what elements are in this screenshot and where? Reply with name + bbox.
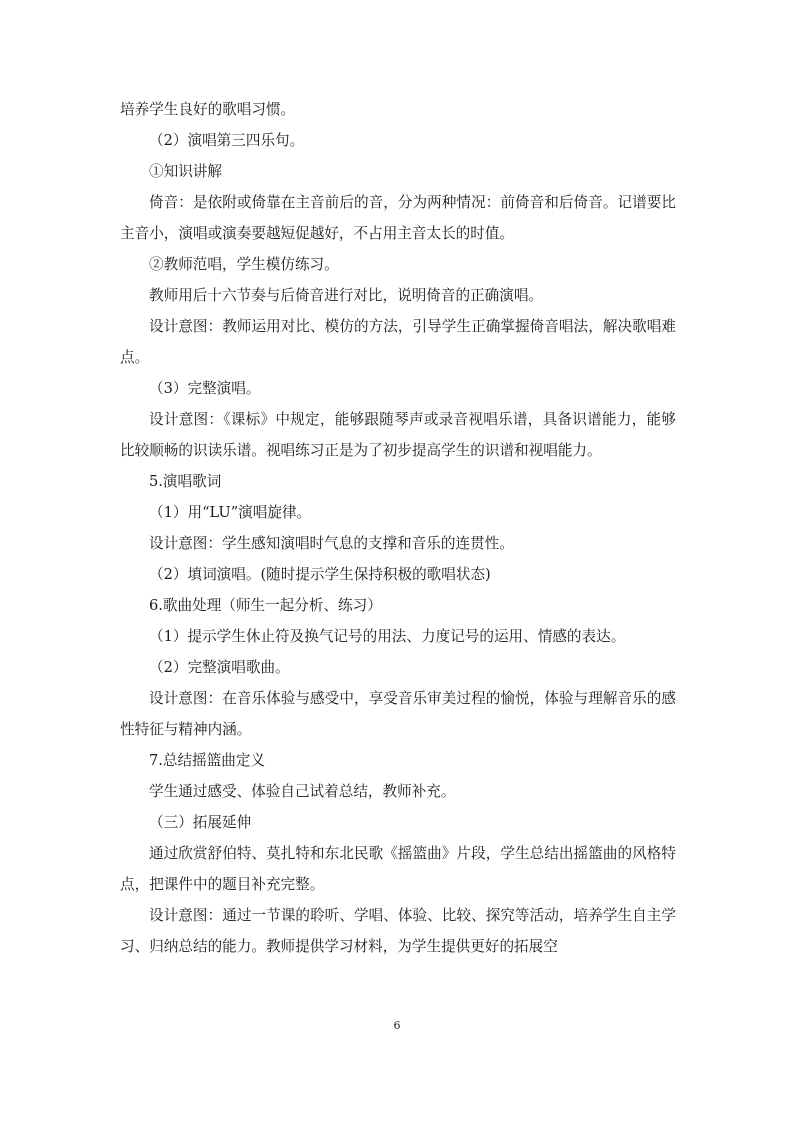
paragraph: （3）完整演唱。 [149, 380, 261, 397]
paragraph: 设计意图：《课标》中规定，能够跟随琴声或录音视唱乐谱，具备识谱能力，能够比较顺畅的识读乐谱。视唱练习正是为了初步提高学生的识谱和视唱能力。 [120, 411, 676, 459]
paragraph: （1）用“LU”演唱旋律。 [149, 504, 312, 521]
paragraph: 设计意图：通过一节课的聆听、学唱、体验、比较、探究等活动，培养学生自主学习、归纳总结的能力。教师提供学习材料，为学生提供更好的拓展空 [120, 907, 676, 955]
paragraph: （1）提示学生休止符及换气记号的用法、力度记号的运用、情感的表达。 [149, 628, 626, 645]
section-heading: 7.总结摇篮曲定义 [149, 752, 266, 769]
paragraph: （2）填词演唱。(随时提示学生保持积极的歌唱状态) [149, 566, 491, 583]
paragraph: （2）演唱第三四乐句。 [149, 132, 305, 149]
paragraph: 学生通过感受、体验自己试着总结，教师补充。 [149, 783, 456, 800]
paragraph: 设计意图：在音乐体验与感受中，享受音乐审美过程的愉悦，体验与理解音乐的感性特征与精神内涵。 [120, 690, 676, 738]
section-heading: 6.歌曲处理（师生一起分析、练习） [149, 597, 382, 614]
paragraph: 倚音：是依附或倚靠在主音前后的音，分为两种情况：前倚音和后倚音。记谱要比主音小，演唱或演奏要越短促越好，不占用主音太长的时值。 [120, 194, 676, 242]
paragraph: 设计意图：教师运用对比、模仿的方法，引导学生正确掌握倚音唱法，解决歌唱难点。 [120, 318, 676, 366]
paragraph: ②教师范唱，学生模仿练习。 [149, 256, 339, 273]
page-number: 6 [393, 1019, 401, 1032]
section-heading: 5.演唱歌词 [149, 473, 222, 490]
paragraph: 培养学生良好的歌唱习惯。 [120, 101, 296, 118]
paragraph: ①知识讲解 [149, 163, 222, 180]
paragraph: 通过欣赏舒伯特、莫扎特和东北民歌《摇篮曲》片段，学生总结出摇篮曲的风格特点，把课件中的题目补充完整。 [120, 845, 676, 893]
paragraph: （2）完整演唱歌曲。 [149, 659, 290, 676]
section-heading: （三）拓展延伸 [149, 814, 252, 831]
page-body [120, 94, 676, 962]
paragraph: 教师用后十六节奏与后倚音进行对比，说明倚音的正确演唱。 [149, 287, 544, 304]
paragraph: 设计意图：学生感知演唱时气息的支撑和音乐的连贯性。 [149, 535, 514, 552]
